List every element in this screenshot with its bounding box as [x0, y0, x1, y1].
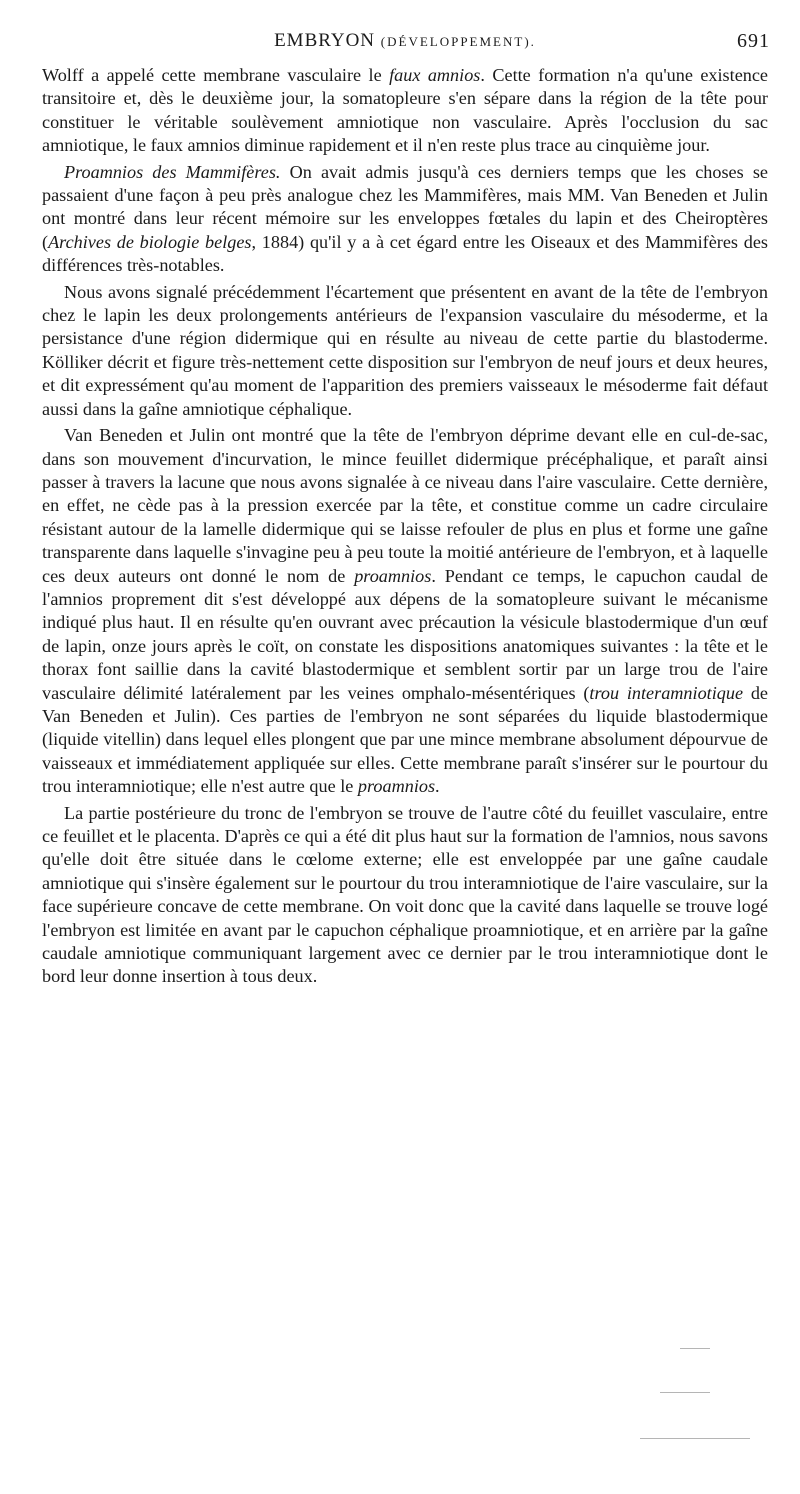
page-number: 691 — [737, 30, 770, 52]
text-run: On avait admis jusqu'à ces derniers temps que les choses se passaient d'une façon à peu près analogue chez les Mammifères, mais MM. Van Beneden et Julin ont montré dans leur récent mémoire sur les enveloppes fœtales du lapin et des Cheiroptères ( — [42, 161, 768, 252]
text-run: La partie postérieure du tronc de l'embryon se trouve de l'autre côté du feuillet vasculaire, entre ce feuillet et le placenta. D'après ce qui a été dit plus haut sur la formation de l'amnios, nous savons qu'elle doit être située dans le cœlome externe; elle est enveloppée par une gaîne caudale amniotique qui s'insère également sur le pourtour du trou interamniotique de l'aire vasculaire, sur la face supérieure concave de cette membrane. On voit donc que la cavité dans laquelle se trouve logé l'embryon est limitée en avant par le capuchon céphalique proamniotique, et en arrière par la gaîne caudale amniotique communiquant largement avec ce dernier par le trou interamniotique dont le bord leur donne insertion à tous deux. — [42, 802, 768, 987]
text-run: . — [435, 776, 440, 797]
running-header — [42, 30, 768, 60]
text-run: Van Beneden et Julin ont montré que la tête de l'embryon déprime devant elle en cul-de-sac, dans son mouvement d'incurvation, le mince feuillet didermique précéphalique, et paraît ainsi passer à travers la lacune que nous avons signalée à ce niveau dans l'aire vasculaire. Cette dernière, en effet, ne cède pas à la pression exercée par la tête, et constitue comme un cadre circulaire résistant autour de la lamelle didermique qui se laisse refouler de plus en plus et forme une gaîne transparente dans laquelle s'invagine peu à peu toute la moitié antérieure de l'embryon, et à laquelle ces deux auteurs ont donné le nom de — [42, 425, 768, 586]
italic-text: Archives de biologie belges — [48, 231, 252, 252]
document-page — [42, 30, 768, 989]
text-run: Wolff a appelé cette membrane vasculaire le — [42, 65, 390, 85]
running-title-main: EMBRYON — [274, 30, 376, 51]
italic-text: trou interamniotique — [589, 682, 744, 703]
running-title-subtitle: (DÉVELOPPEMENT). — [380, 34, 536, 49]
italic-text: Proamnios des Mammifères. — [64, 161, 281, 182]
paragraph — [42, 161, 768, 278]
running-title — [42, 30, 768, 52]
italic-text: proamnios — [357, 776, 436, 797]
paragraph — [42, 281, 768, 421]
page-speckles — [640, 1330, 760, 1460]
italic-text: proamnios — [354, 565, 432, 586]
paragraph — [42, 424, 768, 799]
paragraph — [42, 64, 768, 158]
text-run: Nous avons signalé précédemment l'écartement que présentent en avant de la tête de l'embryon chez le lapin les deux prolongements antérieurs de l'expansion vasculaire du mésoderme, et la persistance d'une région didermique qui en résulte au niveau de cette partie du blastoderme. Kölliker décrit et figure très-nettement cette disposition sur l'embryon de neuf jours et deux heures, et dit expressément qu'au moment de l'apparition des premiers vaisseaux le mésoderme fait défaut aussi dans la gaîne amniotique céphalique. — [42, 281, 768, 419]
paragraph — [42, 802, 768, 989]
text-run: . Cette formation n'a qu'une existence transitoire et, dès le deuxième jour, la somatopleure s'en sépare dans la région de la tête pour constituer le véritable soulèvement amniotique non vasculaire. Après l'occlusion du sac amniotique, le faux amnios diminue rapidement et il n'en reste plus trace au cinquième jour. — [42, 65, 769, 156]
text-run: de Van Beneden et Julin). Ces parties de l'embryon ne sont séparées du liquide blastodermique (liquide vitellin) dans lequel elles plongent que par une mince membrane absolument dépourvue de vaisseaux et immédiatement appliquée sur elles. Cette membrane paraît s'insérer sur le pourtour du trou interamniotique; elle n'est autre que le — [42, 682, 769, 797]
text-run: , 1884) qu'il y a à cet égard entre les Oiseaux et des Mammifères des différences très-notables. — [42, 231, 768, 276]
text-run: . Pendant ce temps, le capuchon caudal de l'amnios proprement dit s'est développé aux dépens de la somatopleure suivant le mécanisme indiqué plus haut. Il en résulte qu'en ouvrant avec précaution la vésicule blastodermique d'un œuf de lapin, onze jours après le coït, on constate les dispositions anatomiques suivantes : la tête et le thorax font saillie dans la cavité blastodermique et semblent sortir par un large trou de l'aire vasculaire délimité latéralement par les veines omphalo-mésentériques ( — [42, 565, 768, 703]
italic-text: faux amnios — [389, 65, 481, 85]
